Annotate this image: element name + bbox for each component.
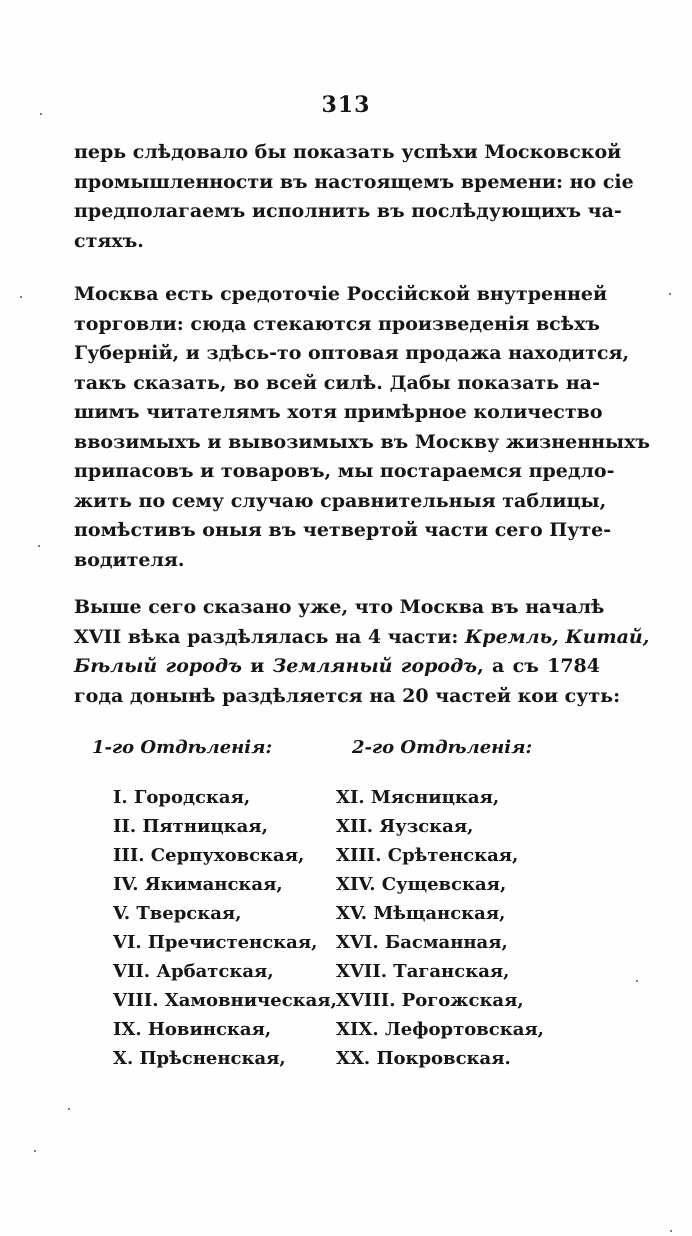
list-item: VIII. Хамовническая, [113,990,337,1011]
list-item: XI. Мясницкая, [336,787,500,808]
scan-speck [670,1230,672,1232]
text-line: промышленности въ настоящемъ времени: но сіе [74,170,634,193]
left-district-list [113,783,337,1073]
list-item: XV. Мѣщанская, [336,903,506,924]
text-line: ввозимыхъ и вывозимыхъ въ Москву жизненныхъ [74,430,651,453]
text-line: Москва есть средоточіе Россійской внутренней [74,283,608,305]
right-district-list [336,783,544,1073]
italic-text: Кремль, Китай, [465,625,650,648]
scan-speck [40,113,42,115]
list-item: XIX. Лефортовская, [336,1019,544,1040]
italic-text: Земляный городъ [272,655,478,677]
text-line: перь слѣдовало бы показать успѣхи Московской [74,141,622,163]
text-line: торговли: сюда стекаются произведенія всѣхъ [74,312,600,335]
list-item: IX. Новинская, [113,1019,272,1040]
scan-speck [68,1108,70,1110]
scan-speck [38,545,40,547]
list-item: IV. Якиманская, [113,874,283,895]
text-line: года донынѣ раздѣляется на 20 частей кои суть: [74,684,621,707]
right-column-heading: 2-го Отдѣленія: [352,737,533,758]
paragraph-2 [74,280,651,575]
text-span: и [241,655,273,677]
scan-speck [34,1150,36,1152]
list-item: XIV. Сущевская, [336,874,507,895]
scan-speck [636,980,638,982]
left-column-heading: 1-го Отдѣленія: [92,737,273,758]
text-line: припасовъ и товаровъ, мы постараемся предло- [74,460,615,482]
list-item: XII. Яузская, [336,816,474,837]
list-item: XVIII. Рогожская, [336,990,524,1011]
text-line: водителя. [74,548,185,571]
list-item: XVI. Басманная, [336,932,508,953]
text-line: шимъ читателямъ хотя примѣрное количество [74,401,603,423]
list-item: VII. Арбатская, [113,961,274,982]
list-item: II. Пятницкая, [113,816,268,837]
list-item: V. Тверская, [113,903,242,924]
text-line [74,652,600,682]
text-line: предполагаемъ исполнить въ послѣдующихъ ча- [74,200,622,222]
text-span: , а съ 1784 [477,655,600,677]
list-item: I. Городская, [113,787,251,808]
text-line: стяхъ. [74,229,144,252]
text-span: XVII вѣка раздѣлялась на 4 части: [74,625,465,648]
italic-text: Бѣлый городъ [74,655,242,677]
text-line: Выше сего сказано уже, что Москва въ началѣ [74,596,605,618]
list-item: XX. Покровская. [336,1048,511,1069]
paragraph-1 [74,138,634,256]
scan-speck [20,296,22,298]
text-line [74,623,650,653]
text-line: помѣстивъ оныя въ четвертой части сего Путе- [74,519,612,541]
text-line: такъ сказать, во всей силѣ. Дабы показать на- [74,371,600,394]
list-item: X. Прѣсненская, [113,1048,286,1069]
text-line: жить по сему случаю сравнительныя таблицы, [74,489,607,512]
list-item: XIII. Срѣтенская, [336,845,519,866]
paragraph-3 [74,593,650,711]
text-line: Губерній, и здѣсь-то оптовая продажа находится, [74,342,630,364]
list-item: VI. Пречистенская, [113,932,318,953]
list-item: XVII. Таганская, [336,961,510,982]
list-item: III. Серпуховская, [113,845,305,866]
scan-speck [669,293,671,295]
page-number: 313 [321,92,371,118]
